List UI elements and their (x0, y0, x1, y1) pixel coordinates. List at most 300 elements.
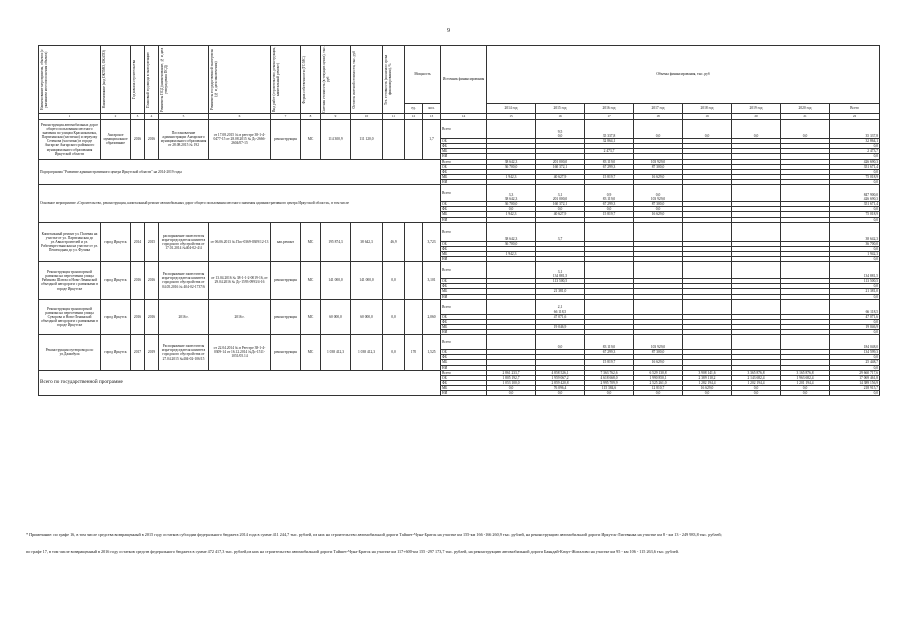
value-cell: 75 018,9 (830, 174, 880, 179)
value-cell: 1 990 850,1 (634, 375, 683, 380)
value-cell (732, 185, 781, 202)
source-cell: НИ (441, 330, 487, 335)
value-cell (732, 120, 781, 139)
source-cell: НИ (441, 180, 487, 185)
value-cell (634, 222, 683, 241)
col-number: 6 (209, 114, 271, 120)
obj-cost: 114 300,9 (321, 120, 351, 160)
value: 83 119,0 (602, 197, 616, 201)
value-cell (830, 335, 880, 350)
source-cell: МБ (441, 386, 487, 391)
obj-start: 2016 (131, 262, 145, 300)
value-cell: 2 473,7 (830, 149, 880, 154)
value-cell: 36 700,0 (487, 241, 536, 246)
col-number: 10 (351, 114, 383, 120)
obj-exp: 2016 г. (209, 299, 271, 335)
source-cell: НИ (441, 391, 487, 396)
value-cell (487, 185, 536, 202)
obj-psd: Постановление администрации Ангарского муниципального образования от 28.08.2015 № 192 (159, 120, 209, 160)
value-cell: 0,0 (732, 391, 781, 396)
col-number: 19 (683, 114, 732, 120)
table-row (39, 262, 880, 279)
value-cell: 87 300,0 (634, 202, 683, 207)
value: 0,0 (802, 133, 808, 138)
value: 201 000,0 (552, 197, 568, 201)
source-cell: Всего (441, 370, 487, 375)
value-cell: 0,0 (585, 391, 634, 396)
source-cell: МБ (441, 289, 487, 294)
obj-end: 2016 (145, 262, 159, 300)
obj-ready (383, 120, 405, 160)
col-psd-header: Реквизиты ПСД (наименование, № и дата утверждения ПСД) (160, 47, 169, 112)
value-cell: 67 299,3 (585, 164, 634, 169)
value: 184 048,0 (863, 345, 879, 349)
top-value: 3,1 (557, 269, 563, 274)
value-cell: 40 627,9 (536, 212, 585, 217)
value-cell: 0,0 (830, 257, 880, 262)
value-cell: 0,0 (830, 330, 880, 335)
source-cell: НИ (441, 257, 487, 262)
value-cell: 2 995 709,9 (585, 380, 634, 385)
value-cell: 17 069 461,8 (830, 375, 880, 380)
value-cell: 67 299,3 (585, 202, 634, 207)
obj-okato: город Иркутск (101, 262, 131, 300)
col-number: 3 (131, 114, 145, 120)
value-cell (830, 299, 880, 314)
source-cell: Всего (441, 120, 487, 139)
value: 83 119,0 (602, 345, 616, 349)
value-cell: 3 165 876,8 (781, 370, 830, 375)
value-cell (830, 185, 880, 202)
value-cell: 19 046,9 (536, 324, 585, 329)
value-cell: 38 642,3 (487, 159, 536, 164)
obj-unit (405, 299, 423, 335)
obj-start: 2014 (131, 222, 145, 262)
value-cell (634, 335, 683, 350)
obj-qty: 3,101 (423, 262, 441, 300)
value-cell (536, 335, 585, 350)
col-number: 13 (423, 114, 441, 120)
obj-start: 2016 (131, 120, 145, 160)
value-cell: 0,0 (536, 207, 585, 212)
obj-form: МС (301, 120, 321, 160)
value-cell: 2 859 420,8 (536, 380, 585, 385)
value-cell (732, 222, 781, 241)
value-cell: 113 500,5 (536, 279, 585, 284)
col-number: 20 (732, 114, 781, 120)
source-cell: ФБ (441, 355, 487, 360)
obj-exp: от 13.04.2016 № 38-1-1-2-0019-16, от 29.04.2016 № Дс-1593-0993/4-16 (209, 262, 271, 300)
obj-psd: распоряжение заместителя мэра-председателя комитета городского обустройства от 17.01.2014 №404-02-4/4 (159, 222, 209, 262)
value-cell (830, 120, 880, 139)
value-cell: 1 201 194,4 (781, 380, 830, 385)
top-value: 3,3 (508, 192, 514, 197)
value-cell: 0,0 (781, 391, 830, 396)
footnote-2: по графе 17, в том числе возвращенный в 2016 году остатков средств федерального бюджета в сумме 472 417,3 тыс. рублей,из них на строительство автомобильной дороги Тайшет-Чуна-Братск на участке км 117+600-км 155 -297 173,7 тыс. рублей, на реконструкцию автомобильной дороги Баяндай-Качуг-Жигалово на участке км 95 - км 106 - 115 263,6 тыс. рублей. (26, 549, 679, 554)
col-number: 8 (301, 114, 321, 120)
value: 35 337,8 (865, 133, 879, 138)
obj-rest: 1 038 412,3 (351, 335, 383, 371)
top-value: 3,7 (557, 236, 563, 241)
col-number: 22 (830, 114, 880, 120)
year-header: 2019 год (732, 104, 781, 114)
value-cell: 0,0 (830, 169, 880, 174)
obj-form: МС (301, 222, 321, 262)
value-cell: 15 819,7 (585, 212, 634, 217)
obj-exp: от 17.08.2015 № в реестре 38-1-4-0477-15 от 28.08.2015 № Дс-2666-2604/07-15 (209, 120, 271, 160)
value: 134 881,5 (552, 274, 568, 278)
year-header: Всего (830, 104, 880, 114)
value-cell: 0,0 (487, 391, 536, 396)
source-cell: МБ (441, 212, 487, 217)
col-number: 12 (405, 114, 423, 120)
value-cell: 7 363 762,6 (585, 370, 634, 375)
value-cell: 0,0 (830, 391, 880, 396)
source-cell: МБ (441, 360, 487, 365)
col-number: 4 (145, 114, 159, 120)
value-cell (585, 335, 634, 350)
obj-ready: 0,0 (383, 335, 405, 371)
col-form-header: Форма собственности (ГС/МС) (302, 55, 306, 104)
value-cell: 0,0 (830, 284, 880, 289)
col-number: 21 (781, 114, 830, 120)
source-cell: ОБ (441, 375, 487, 380)
value-cell: 76 096,4 (536, 386, 585, 391)
value-cell: 0,0 (536, 391, 585, 396)
value-cell (683, 335, 732, 350)
obj-end: 2019 (145, 335, 159, 371)
value: 0,0 (753, 133, 759, 138)
source-cell: ОБ (441, 139, 487, 144)
source-cell: ОБ (441, 202, 487, 207)
source-cell: Всего (441, 299, 487, 314)
value-cell: 2 525 261,0 (634, 380, 683, 385)
value-cell (683, 262, 732, 279)
source-cell: Всего (441, 335, 487, 350)
source-cell: Всего (441, 222, 487, 241)
value-cell: 0,0 (487, 386, 536, 391)
col-rest-header: Остаток сметной стоимости, тыс. руб (352, 50, 356, 109)
source-cell: Всего (441, 262, 487, 279)
obj-psd: Распоряжение заместителя мэра-председателя комитета городского обустройства от 27.04.2015 №404-02-106/15 (159, 335, 209, 371)
obj-rest: 38 642,3 (351, 222, 383, 262)
value-cell: 0,0 (830, 180, 880, 185)
value-cell: 47 071,6 (830, 314, 880, 319)
value-cell (536, 299, 585, 314)
source-cell: Всего (441, 159, 487, 164)
value-cell (585, 222, 634, 241)
value-cell (683, 185, 732, 202)
value-cell (683, 222, 732, 241)
value-cell (781, 262, 830, 279)
value-cell: 1 959 067,2 (536, 375, 585, 380)
value-cell: 0,0 (830, 319, 880, 324)
value-cell: 1 282 194,4 (683, 380, 732, 385)
value-cell: 426 690,3 (830, 159, 880, 164)
col-number: 1 (39, 114, 101, 120)
top-value: 2,1 (557, 305, 563, 310)
value-cell (781, 185, 830, 202)
obj-ready: 46,9 (383, 222, 405, 262)
value-cell (732, 299, 781, 314)
value-cell (781, 120, 830, 139)
col-number: 16 (536, 114, 585, 120)
value-cell: 1 202 194,4 (732, 380, 781, 385)
table-row (39, 120, 880, 139)
value-cell: 16 629,0 (634, 174, 683, 179)
obj-form: МС (301, 262, 321, 300)
value-cell (683, 120, 732, 139)
top-value: 847 900,0 (863, 192, 879, 197)
col-number: 2 (101, 114, 131, 120)
col-number: 7 (271, 114, 301, 120)
value-cell: 15 819,7 (585, 174, 634, 179)
value-cell (585, 262, 634, 279)
obj-ready: 0,0 (383, 262, 405, 300)
obj-cost: 195 874,3 (321, 222, 351, 262)
value-cell (487, 262, 536, 279)
value-cell: 0,0 (732, 386, 781, 391)
value-cell: 2 389 110,2 (683, 375, 732, 380)
value-cell (487, 120, 536, 139)
col-number: 15 (487, 114, 536, 120)
obj-end: 2016 (145, 120, 159, 160)
table-row (39, 299, 880, 314)
obj-kind: реконструкция (271, 299, 301, 335)
value-cell (585, 299, 634, 314)
value-cell: 19 046,9 (830, 324, 880, 329)
obj-cost: 60 000,0 (321, 299, 351, 335)
col-number: 9 (321, 114, 351, 120)
top-value: 0,0 (557, 345, 563, 349)
value: 103 929,0 (650, 345, 666, 349)
col-cost-header: Сметная стоимость (в текущих ценах), тыс. руб (322, 46, 331, 113)
value-cell: 75 018,9 (830, 212, 880, 217)
year-header: 2018 год (683, 104, 732, 114)
obj-unit (405, 262, 423, 300)
value-cell: 87 300,0 (634, 164, 683, 169)
value: 134 881,5 (863, 274, 879, 278)
obj-unit (405, 120, 423, 160)
value-cell (536, 120, 585, 139)
value-cell: 1 942,3 (487, 174, 536, 179)
obj-psd: 2016 г. (159, 299, 209, 335)
year-header: 2014 год (487, 104, 536, 114)
source-cell: ОБ (441, 314, 487, 319)
col-start-header: Год начала строительства (132, 59, 136, 99)
obj-form: МС (301, 299, 321, 335)
value-cell: 0,0 (830, 246, 880, 251)
col-source-header: Источник финансирования (441, 46, 487, 114)
value-cell: 36 700,0 (487, 164, 536, 169)
value-cell: 0,0 (683, 391, 732, 396)
value: 0,0 (704, 133, 710, 138)
col-power-header: Мощность (405, 46, 441, 104)
obj-name: Реконструкция транспортной развязки на пересечении улицы Суворова и Ново-Ленинской объездной автодороги с развязками в городе Иркутске (39, 299, 101, 335)
value-cell (830, 262, 880, 279)
source-cell: ФБ (441, 284, 487, 289)
obj-okato: город Иркутск (101, 222, 131, 262)
value-cell: 2 143 682,4 (732, 375, 781, 380)
value-cell (536, 185, 585, 202)
value-cell (781, 335, 830, 350)
value-cell (585, 185, 634, 202)
value: 38 642,3 (865, 236, 879, 241)
top-value: 0,0 (655, 192, 661, 197)
obj-unit (405, 222, 423, 262)
source-cell: НИ (441, 217, 487, 222)
year-header: 2015 год (536, 104, 585, 114)
value-cell: 4 618 668,0 (585, 375, 634, 380)
value-cell: 351 671,4 (830, 164, 880, 169)
obj-qty: 1,525 (423, 335, 441, 371)
obj-kind: кап.ремонт (271, 222, 301, 262)
obj-kind: реконструкция (271, 120, 301, 160)
obj-qty: 3,723 (423, 222, 441, 262)
value-cell: 16 629,0 (634, 360, 683, 365)
value-cell: 1 805 192,7 (487, 375, 536, 380)
source-cell: ОБ (441, 350, 487, 355)
value-cell: 21 381,0 (536, 289, 585, 294)
value-cell: 15 819,7 (585, 360, 634, 365)
value-cell: 2 473,7 (585, 149, 634, 154)
value-cell: 0,0 (830, 217, 880, 222)
value-cell: 0,0 (487, 207, 536, 212)
obj-okato: город Иркутск (101, 335, 131, 371)
value-cell: 47 071,6 (536, 314, 585, 319)
obj-cost: 1 038 412,3 (321, 335, 351, 371)
value: 0,0 (557, 133, 563, 138)
value-cell: 12 810,7 (634, 386, 683, 391)
value-cell: 1 942,3 (487, 251, 536, 256)
value-cell (487, 335, 536, 350)
source-cell: МБ (441, 251, 487, 256)
source-cell: МБ (441, 324, 487, 329)
source-cell: ОБ (441, 241, 487, 246)
page-number: 9 (447, 28, 450, 34)
table-row (39, 222, 880, 241)
value-cell (487, 299, 536, 314)
source-cell: ФБ (441, 246, 487, 251)
obj-name: Реконструкция транспортной развязки на пересечении улицы Рябикова Шлюза и Ново-Ленинской объездной автодороги с развязками в городе Иркутске (39, 262, 101, 300)
source-cell: ФБ (441, 207, 487, 212)
value-cell: 87 300,0 (634, 350, 683, 355)
col-number: 18 (634, 114, 683, 120)
value-cell: 21 381,0 (830, 289, 880, 294)
obj-rest: 60 000,0 (351, 299, 383, 335)
value-cell (732, 335, 781, 350)
obj-unit: 170 (405, 335, 423, 371)
obj-exp: от 06.06.2013 № Пос-0369-0309/12-13 (209, 222, 271, 262)
value: 103 929,0 (650, 197, 666, 201)
value-cell: 29 660 717,6 (830, 370, 880, 375)
source-cell: НИ (441, 154, 487, 159)
col-number: 14 (441, 114, 487, 120)
col-end-header: Плановый год ввода в эксплуатацию (146, 51, 150, 108)
year-header: 2017 год (634, 104, 683, 114)
value-cell (830, 222, 880, 241)
source-cell: МБ (441, 174, 487, 179)
value-cell (487, 222, 536, 241)
value-cell: 14 389 156,9 (830, 380, 880, 385)
value-cell: 16 629,0 (634, 212, 683, 217)
value-cell (536, 222, 585, 241)
value-cell: 6 529 130,8 (634, 370, 683, 375)
value-cell: 0,0 (781, 386, 830, 391)
value-cell: 3 365 876,8 (732, 370, 781, 375)
col-number: 5 (159, 114, 209, 120)
source-cell: ФБ (441, 144, 487, 149)
header-row (39, 46, 880, 104)
top-value: 0,9 (606, 192, 612, 197)
value: 66 118,5 (865, 309, 879, 314)
value-cell: 0,0 (830, 294, 880, 299)
value-cell: 16 629,0 (683, 386, 732, 391)
value-cell (683, 299, 732, 314)
obj-start: 2016 (131, 299, 145, 335)
obj-end: 2016 (145, 299, 159, 335)
value-cell: 0,0 (585, 207, 634, 212)
obj-start: 2017 (131, 335, 145, 371)
value-cell: 115 384,6 (585, 386, 634, 391)
value: 0,0 (655, 133, 661, 138)
table-row (39, 335, 880, 350)
obj-qty: 1,7 (423, 120, 441, 160)
value-cell (536, 262, 585, 279)
value-cell: 3 908 141,6 (683, 370, 732, 375)
obj-kind: реконструкция (271, 262, 301, 300)
value: 426 690,3 (863, 197, 879, 201)
value-cell: 32 864,1 (830, 139, 880, 144)
col-number: 17 (585, 114, 634, 120)
obj-ready: 0,0 (383, 299, 405, 335)
value-cell (634, 120, 683, 139)
source-cell: НИ (441, 365, 487, 370)
source-cell: Всего (441, 185, 487, 202)
value-cell: 0,0 (634, 207, 683, 212)
top-value: 9,5 (557, 129, 563, 134)
value-cell (781, 222, 830, 241)
year-header: 2020 год (781, 104, 830, 114)
value-cell: 103 929,0 (634, 159, 683, 164)
obj-psd: Распоряжение заместителя мэра-председателя комитета городского обустройства от 04.05.2016 № 404-02-1737/6 (159, 262, 209, 300)
value-cell (634, 262, 683, 279)
obj-exp: от 22.04.2014 № в Реестре 38-1-4-0309-14 от 16.12.2014 №Дс-1511-1051/05.14 (209, 335, 271, 371)
source-cell: ФБ (441, 169, 487, 174)
obj-name: Реконструкция путепровода по ул.Джамбула (39, 335, 101, 371)
value-cell: 218 915,7 (830, 386, 880, 391)
year-header: 2016 год (585, 104, 634, 114)
value-cell: 83 119,0 (585, 159, 634, 164)
value-cell: 201 000,0 (536, 159, 585, 164)
value-cell: 36 700,0 (830, 241, 880, 246)
value-cell: 36 700,0 (487, 202, 536, 207)
value-cell: 351 671,4 (830, 202, 880, 207)
source-cell: ОБ (441, 279, 487, 284)
source-cell: ОБ (441, 164, 487, 169)
value: 38 642,3 (504, 197, 518, 201)
value: 66 118,5 (553, 309, 567, 314)
value-cell: 134 599,3 (830, 350, 880, 355)
financing-table (38, 45, 880, 396)
value-cell: 40 627,9 (536, 174, 585, 179)
value-cell: 1 053 100,0 (487, 380, 536, 385)
value-cell: 0,0 (830, 154, 880, 159)
value-cell: 0,0 (830, 144, 880, 149)
obj-okato: город Иркутск (101, 299, 131, 335)
value-cell: 160 372,1 (536, 202, 585, 207)
value-cell: 2 861 233,7 (487, 370, 536, 375)
